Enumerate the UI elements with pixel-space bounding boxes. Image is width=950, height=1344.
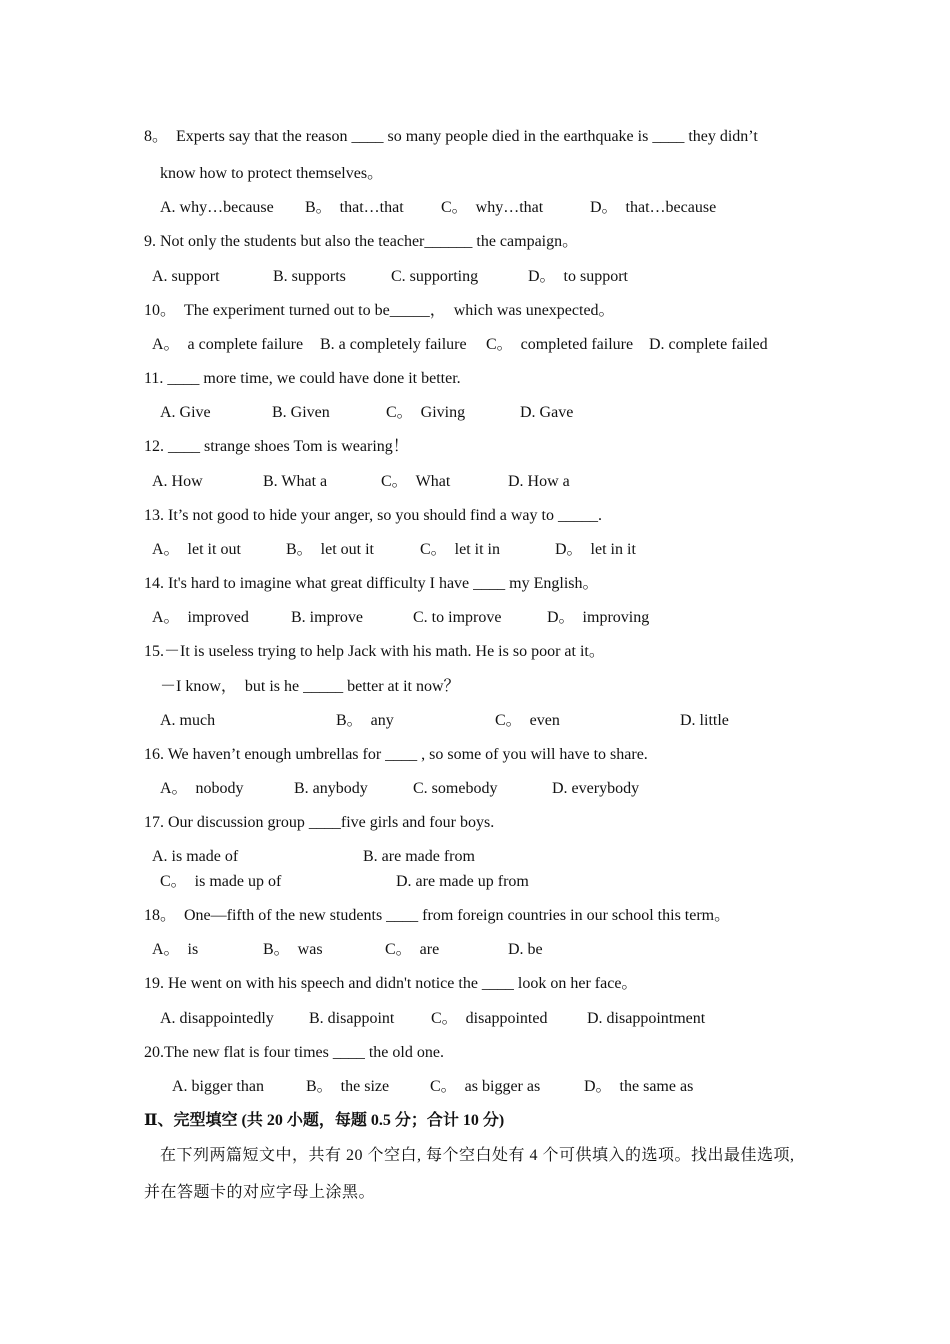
question-14-option-b: B. improve	[291, 609, 363, 626]
question-12-stem: 12. ____ strange shoes Tom is wearing！	[144, 438, 409, 455]
question-12-option-c: C。 What	[381, 473, 451, 490]
question-14-option-c: C. to improve	[413, 609, 502, 626]
question-16-stem: 16. We haven’t enough umbrellas for ____ , so some of you will have to share.	[144, 746, 648, 763]
question-10-option-d: D. complete failed	[649, 336, 768, 353]
question-17-option-a: A. is made of	[152, 848, 239, 865]
question-13-option-b: B。 let out it	[286, 541, 375, 558]
question-10-option-b: B. a completely failure	[320, 336, 467, 353]
question-16-option-c: C. somebody	[413, 780, 498, 797]
question-17-stem: 17. Our discussion group ____five girls and four boys.	[144, 814, 495, 831]
question-13-option-a: A。 let it out	[152, 541, 241, 558]
question-10-option-a: A。 a complete failure	[152, 336, 304, 353]
question-10-option-c: C。 completed failure	[486, 336, 634, 353]
question-16-option-d: D. everybody	[552, 780, 640, 797]
question-15-option-c: C。 even	[495, 712, 560, 729]
question-11-option-a: A. Give	[160, 404, 211, 421]
question-18-option-b: B。 was	[263, 941, 323, 958]
question-12-option-d: D. How a	[508, 473, 570, 490]
question-10-stem: 10。 The experiment turned out to be_____， which was unexpected。	[144, 302, 615, 319]
section-2-instructions-line-2: 并在答题卡的对应字母上涂黑。	[144, 1184, 376, 1201]
question-19-option-b: B. disappoint	[309, 1010, 395, 1027]
question-13-stem: 13. It’s not good to hide your anger, so you should find a way to _____.	[144, 507, 602, 524]
question-11-stem: 11. ____ more time, we could have done it better.	[144, 370, 461, 387]
question-18-option-d: D. be	[508, 941, 543, 958]
section-2-heading: Ⅱ、完型填空 (共 20 小题，每题 0.5 分；合计 10 分)	[144, 1112, 505, 1129]
question-9-option-c: C. supporting	[391, 268, 479, 285]
question-9-option-a: A. support	[152, 268, 220, 285]
question-16-option-a: A。 nobody	[160, 780, 244, 797]
question-18-option-c: C。 are	[385, 941, 440, 958]
question-19-stem: 19. He went on with his speech and didn't notice the ____ look on her face。	[144, 975, 638, 992]
question-17-option-d: D. are made up from	[396, 873, 529, 890]
question-15-option-d: D. little	[680, 712, 729, 729]
question-9-option-b: B. supports	[273, 268, 346, 285]
question-11-option-d: D. Gave	[520, 404, 574, 421]
question-9-option-d: D。 to support	[528, 268, 629, 285]
question-13-option-d: D。 let in it	[555, 541, 636, 558]
question-8-option-b: B。 that…that	[305, 199, 404, 216]
question-17-option-b: B. are made from	[363, 848, 475, 865]
section-2-instructions-line-1: 在下列两篇短文中，共有 20 个空白, 每个空白处有 4 个可供填入的选项。找出最佳选项,	[160, 1147, 795, 1164]
question-19-option-a: A. disappointedly	[160, 1010, 274, 1027]
question-20-option-b: B。 the size	[306, 1078, 390, 1095]
question-20-option-a: A. bigger than	[172, 1078, 264, 1095]
question-11-option-b: B. Given	[272, 404, 330, 421]
question-9-stem: 9. Not only the students but also the teacher______ the campaign。	[144, 233, 579, 250]
question-15-option-b: B。 any	[336, 712, 394, 729]
question-13-option-c: C。 let it in	[420, 541, 501, 558]
question-14-option-d: D。 improving	[547, 609, 650, 626]
question-19-option-d: D. disappointment	[587, 1010, 706, 1027]
question-15-stem: 15.－It is useless trying to help Jack with his math. He is so poor at it。	[144, 643, 605, 660]
question-14-stem: 14. It's hard to imagine what great difficulty I have ____ my English。	[144, 575, 599, 592]
question-20-option-d: D。 the same as	[584, 1078, 694, 1095]
question-17-option-c: C。 is made up of	[160, 873, 282, 890]
question-12-option-b: B. What a	[263, 473, 328, 490]
question-8-option-d: D。 that…because	[590, 199, 717, 216]
question-20-stem: 20.The new flat is four times ____ the old one.	[144, 1044, 444, 1061]
question-12-option-a: A. How	[152, 473, 203, 490]
question-8-option-c: C。 why…that	[441, 199, 544, 216]
question-8-stem-cont: know how to protect themselves。	[160, 165, 384, 182]
question-14-option-a: A。 improved	[152, 609, 249, 626]
question-18-stem: 18。 One—fifth of the new students ____ from foreign countries in our school this term。	[144, 907, 731, 924]
question-11-option-c: C。 Giving	[386, 404, 466, 421]
question-20-option-c: C。 as bigger as	[430, 1078, 541, 1095]
question-15-stem-cont: －I know， but is he _____ better at it now？	[160, 678, 460, 695]
question-19-option-c: C。 disappointed	[431, 1010, 548, 1027]
question-15-option-a: A. much	[160, 712, 216, 729]
question-16-option-b: B. anybody	[294, 780, 368, 797]
question-8-option-a: A. why…because	[160, 199, 274, 216]
question-18-option-a: A。 is	[152, 941, 199, 958]
question-8-stem: 8。 Experts say that the reason ____ so many people died in the earthquake is ____ they didn’t	[144, 128, 758, 145]
